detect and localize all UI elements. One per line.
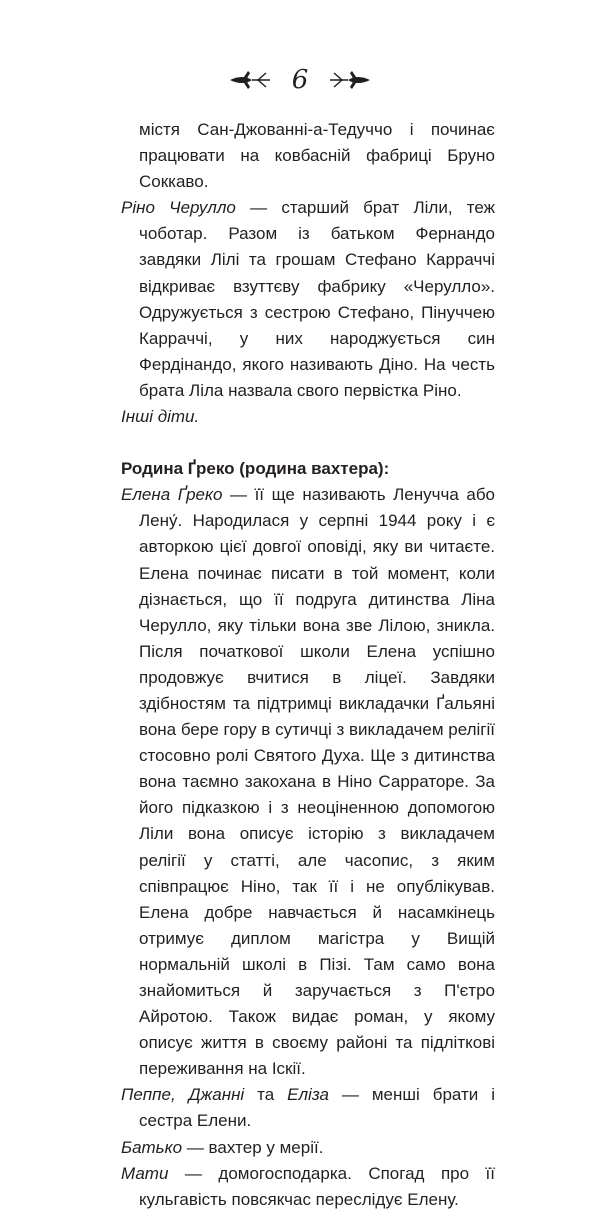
character-entry-other-children: Інші діти. (121, 407, 200, 427)
paragraph-continuation: містя Сан-Джованні-а-Тедуччо і починає працювати на ковбасній фабриці Бруно Соккаво. (139, 120, 495, 192)
character-description: — старший брат Ліли, теж чоботар. Разом із батьком Фернандо завдяки Лілі та грошам Стефано Карраччі відкриває взуттєву фабрику «Черулло». Одружується з сестрою Стефано, Пінуччею Карраччі, у них народжується син Фердінандо, якого називають Діно. На честь брата Ліла назвала свого первістка Ріно. (139, 198, 495, 400)
page-number: 6 (291, 65, 309, 95)
character-name: Ріно Черулло (121, 198, 236, 218)
character-name: Мати (121, 1163, 169, 1183)
character-description: — вахтер у мерії. (182, 1137, 324, 1157)
character-entry-rino (121, 195, 495, 404)
character-name: Пеппе, Джанні (121, 1085, 245, 1105)
floral-ornament-icon (228, 69, 272, 91)
body-text (121, 117, 495, 1213)
character-name: Елена Ґреко (121, 485, 223, 505)
character-entry-elena (121, 482, 495, 1082)
character-description: — домогосподарка. Спогад про її кульгавість повсякчас переслідує Елену. (139, 1163, 495, 1209)
character-entry-mother (121, 1161, 495, 1213)
character-entry-siblings (121, 1082, 495, 1134)
floral-ornament-icon (328, 69, 372, 91)
section-heading: Родина Ґреко (родина вахтера): (121, 459, 390, 479)
character-name: Батько (121, 1137, 183, 1157)
character-name: Еліза (287, 1085, 329, 1105)
character-description: — менші брати і сестра Елени. (139, 1085, 495, 1131)
connector-word: та (244, 1085, 288, 1105)
character-entry-father (121, 1135, 495, 1161)
character-description: — її ще називають Ленучча або Лену́. Народилася у серпні 1944 року і є авторкою цієї довгої оповіді, яку ви читаєте. Елена починає писати в той момент, коли дізнається, що її подруга дитинства Ліна Черулло, яку тільки вона зве Лілою, зникла. Після початкової школи Елена успішно продовжує вчитися в ліцеї. Завдяки здібностям та підтримці викладачки Ґальяні вона бере гору в сутичці з викладачем релігії стосовно ролі Святого Духа. Ще з дитинства вона таємно закохана в Ніно Сарраторе. За його підказкою і з неоціненною допомогою Ліли вона описує історію з викладачем релігії у статті, але часопис, з яким співпрацює Ніно, так її і не опублікував. Елена добре навчається й насамкінець отримує диплом магістра у Вищій нормальній школі в Пізі. Там само вона знайомиться й заручається з П'єтро Айротою. Також видає роман, у якому описує життя в своєму районі та підліткові переживання на Іскії. (139, 485, 496, 1079)
page-header (0, 62, 600, 98)
